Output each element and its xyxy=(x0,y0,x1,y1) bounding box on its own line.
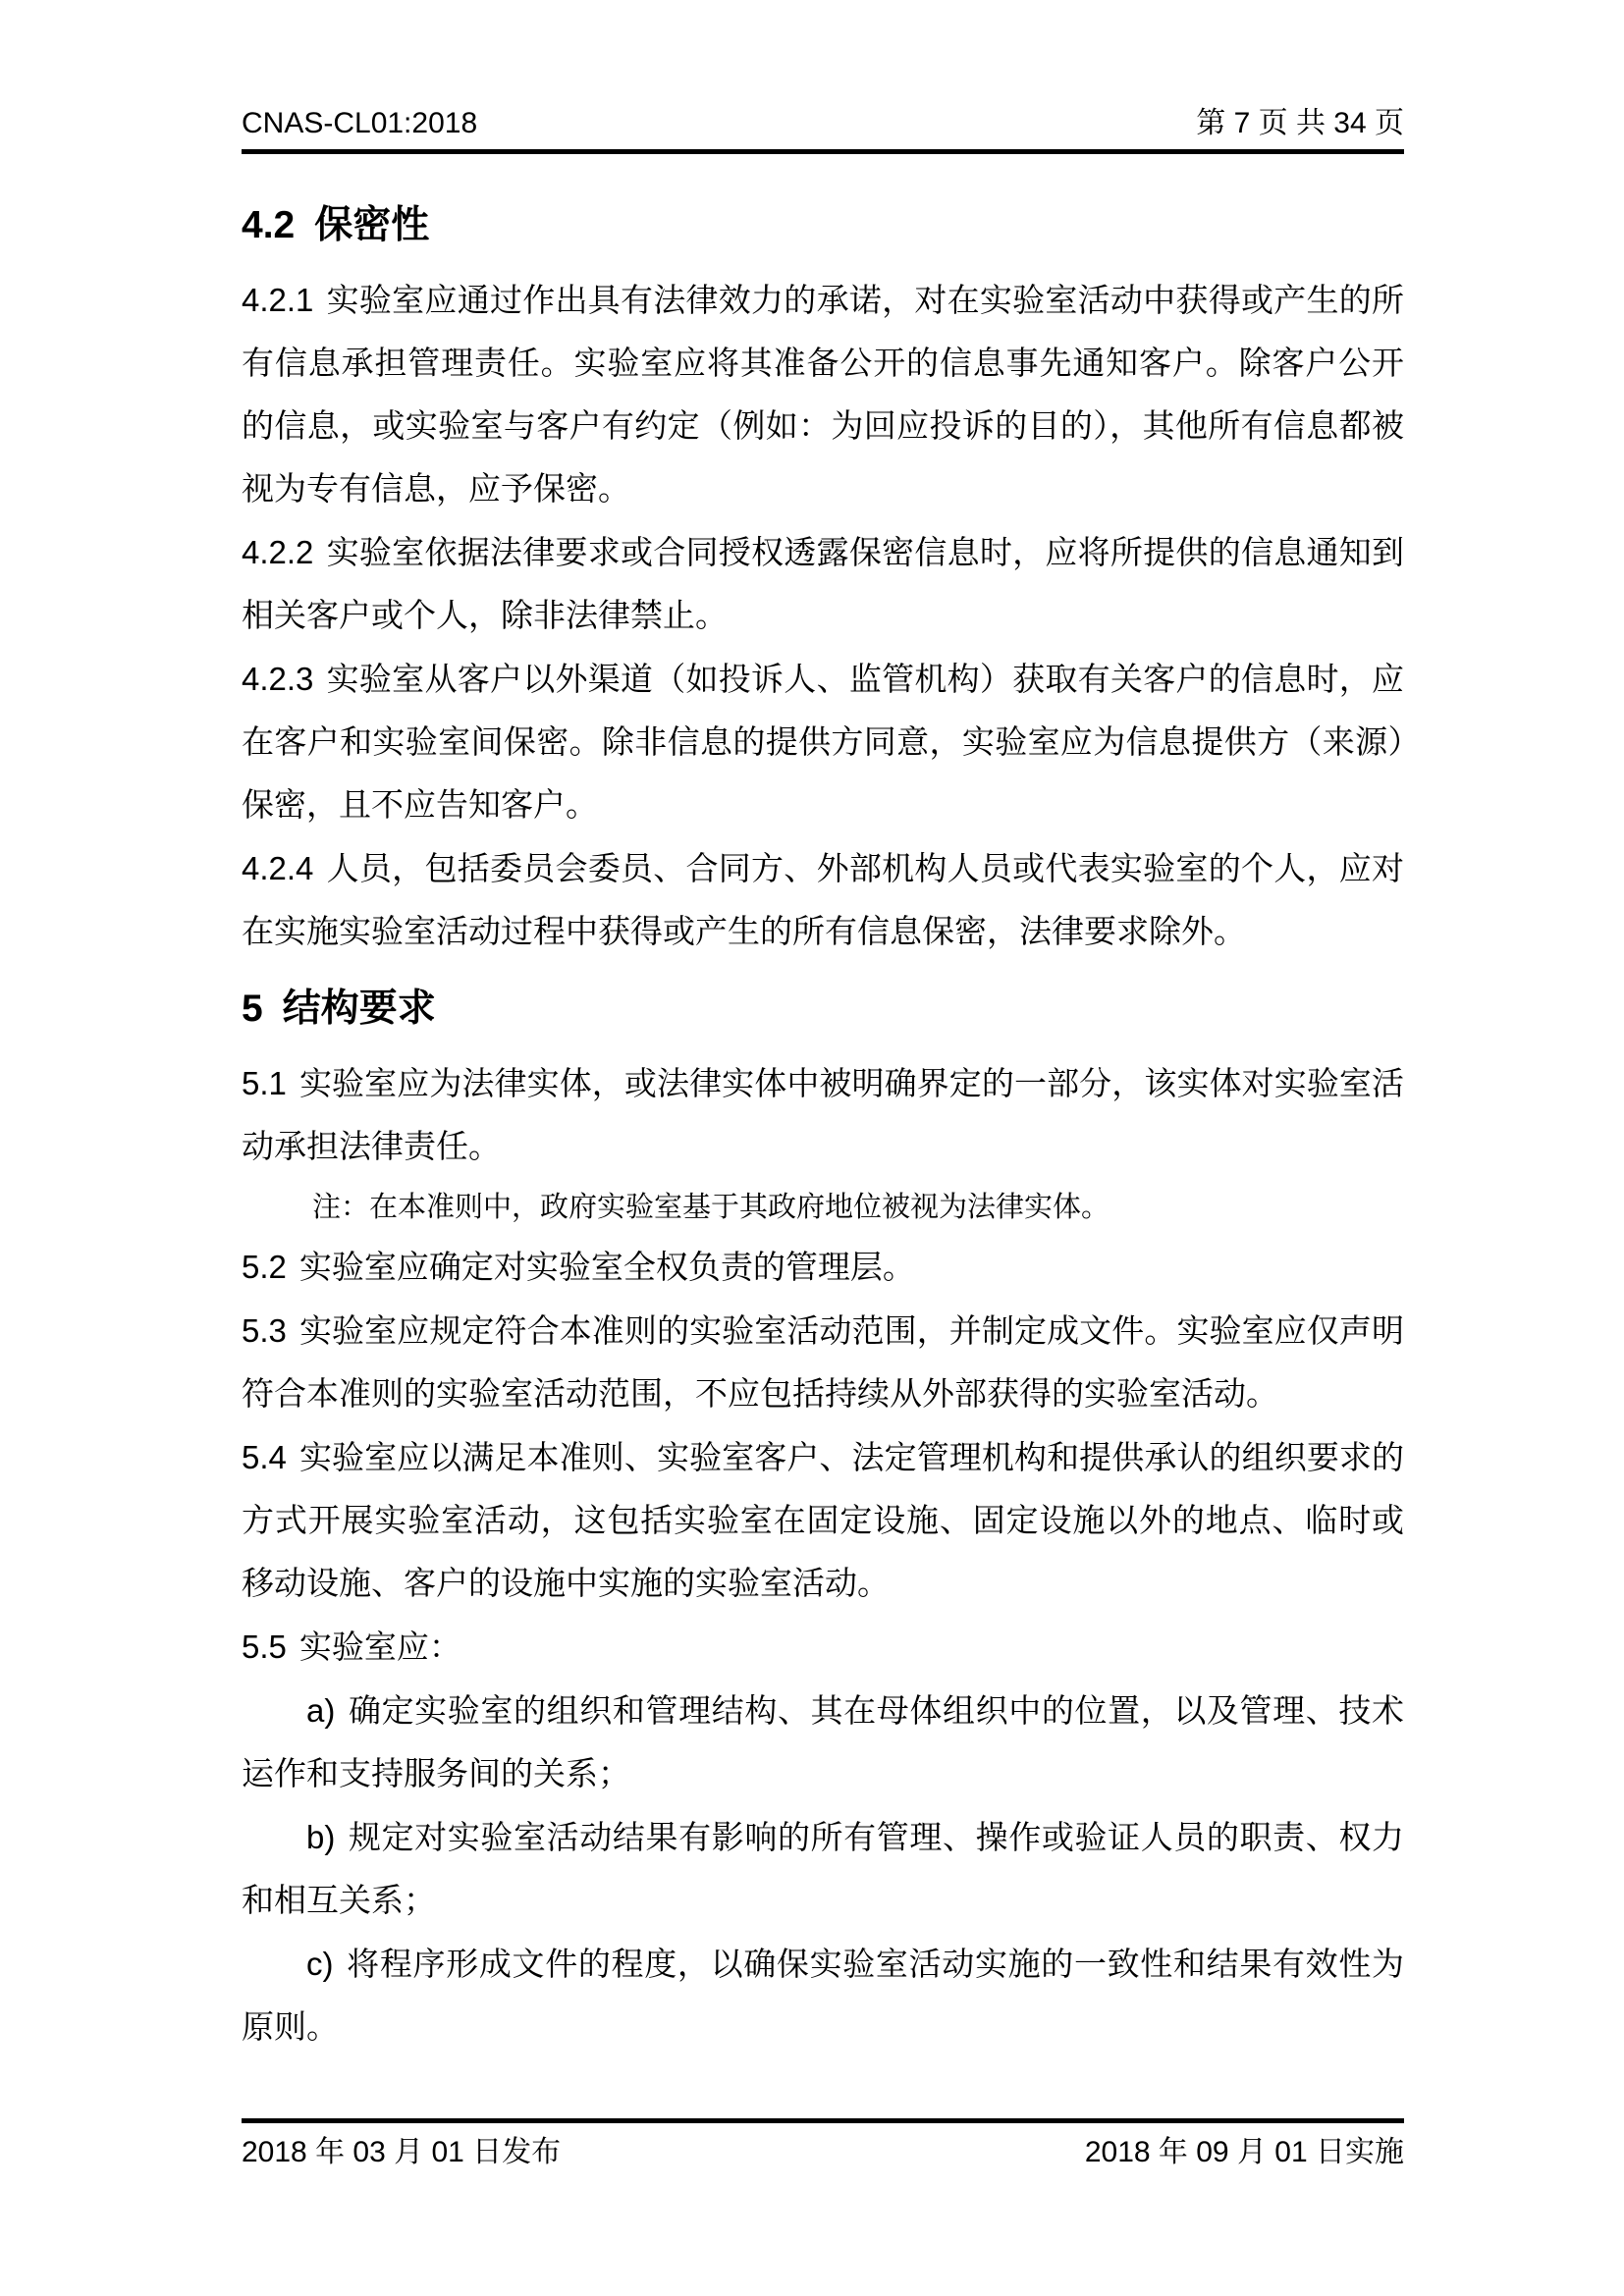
clause-number: 4.2 xyxy=(242,204,296,246)
clause-paragraph xyxy=(242,1236,1404,1300)
clause-text: 注：在本准则中，政府实验室基于其政府地位被视为法律实体。 xyxy=(312,1192,1110,1223)
clause-text: 实验室应规定符合本准则的实验室活动范围，并制定成文件。实验室应仅声明符合本准则的实验室活动范围，不应包括持续从外部获得的实验室活动。 xyxy=(242,1314,1404,1413)
clause-paragraph xyxy=(242,269,1404,521)
clause-text: 实验室依据法律要求或合同授权透露保密信息时，应将所提供的信息通知到相关客户或个人，除非法律禁止。 xyxy=(242,536,1404,634)
clause-number: 4.2.2 xyxy=(242,534,314,570)
note-paragraph xyxy=(242,1179,1404,1236)
header-doc-code: CNAS-CL01:2018 xyxy=(242,107,478,139)
footer-issue-date: 2018 年 03 月 01 日发布 xyxy=(242,2136,562,2168)
page-footer xyxy=(242,2118,1404,2170)
clause-number: 5.5 xyxy=(242,1629,287,1665)
clause-text: 将程序形成文件的程度，以确保实验室活动实施的一致性和结果有效性为原则。 xyxy=(242,1948,1404,2046)
clause-paragraph xyxy=(242,648,1404,837)
clause-text: 实验室应确定对实验室全权负责的管理层。 xyxy=(298,1251,915,1286)
clause-text: 保密性 xyxy=(314,204,430,246)
clause-text: 结构要求 xyxy=(282,988,436,1030)
clause-number: 4.2.4 xyxy=(242,850,314,886)
clause-paragraph xyxy=(242,1616,1404,1680)
clause-number: 5 xyxy=(242,988,263,1030)
section-heading xyxy=(242,192,1404,259)
clause-number: 5.2 xyxy=(242,1249,287,1285)
clause-text: 实验室应以满足本准则、实验室客户、法定管理机构和提供承认的组织要求的方式开展实验室活动，这包括实验室在固定设施、固定设施以外的地点、临时或移动设施、客户的设施中实施的实验室活动。 xyxy=(242,1441,1404,1602)
document-content xyxy=(242,192,1404,2059)
clause-paragraph xyxy=(242,1426,1404,1616)
clause-text: 确定实验室的组织和管理结构、其在母体组织中的位置，以及管理、技术运作和支持服务间的关系； xyxy=(242,1694,1404,1792)
clause-paragraph xyxy=(242,837,1404,964)
list-item xyxy=(242,1806,1404,1933)
clause-paragraph xyxy=(242,1300,1404,1426)
clause-text: 实验室应为法律实体，或法律实体中被明确界定的一部分，该实体对实验室活动承担法律责任。 xyxy=(242,1067,1404,1165)
clause-paragraph xyxy=(242,1052,1404,1179)
header-page-number: 第 7 页 共 34 页 xyxy=(1196,107,1404,139)
clause-number: b) xyxy=(306,1819,336,1855)
clause-paragraph xyxy=(242,521,1404,648)
clause-text: 实验室应： xyxy=(298,1630,461,1666)
clause-number: 5.4 xyxy=(242,1439,287,1475)
clause-number: a) xyxy=(306,1692,336,1729)
page-header xyxy=(242,106,1404,154)
section-heading xyxy=(242,976,1404,1042)
list-item xyxy=(242,1680,1404,1806)
clause-number: 5.1 xyxy=(242,1065,287,1101)
clause-text: 实验室从客户以外渠道（如投诉人、监管机构）获取有关客户的信息时，应在客户和实验室间保密。除非信息的提供方同意，实验室应为信息提供方（来源）保密，且不应告知客户。 xyxy=(242,663,1404,824)
clause-text: 人员，包括委员会委员、合同方、外部机构人员或代表实验室的个人，应对在实施实验室活动过程中获得或产生的所有信息保密，法律要求除外。 xyxy=(242,852,1404,950)
footer-implementation-date: 2018 年 09 月 01 日实施 xyxy=(1084,2136,1404,2168)
clause-number: 5.3 xyxy=(242,1312,287,1349)
list-item xyxy=(242,1933,1404,2059)
clause-number: 4.2.3 xyxy=(242,661,314,697)
clause-text: 规定对实验室活动结果有影响的所有管理、操作或验证人员的职责、权力和相互关系； xyxy=(242,1821,1404,1919)
clause-text: 实验室应通过作出具有法律效力的承诺，对在实验室活动中获得或产生的所有信息承担管理责任。实验室应将其准备公开的信息事先通知客户。除客户公开的信息，或实验室与客户有约定（例如：为回应投诉的目的），其他所有信息都被视为专有信息，应予保密。 xyxy=(242,284,1404,507)
clause-number: 4.2.1 xyxy=(242,282,314,318)
clause-number: c) xyxy=(306,1946,334,1982)
